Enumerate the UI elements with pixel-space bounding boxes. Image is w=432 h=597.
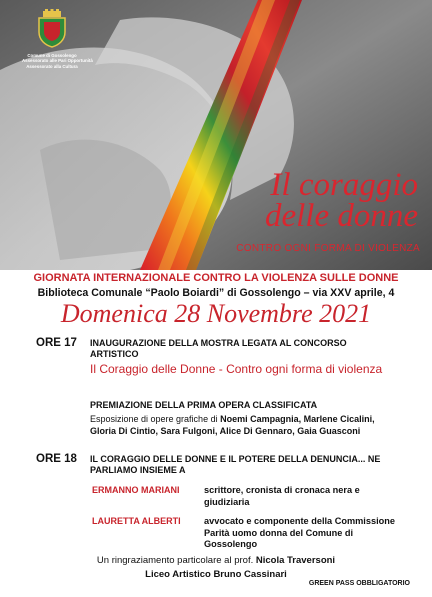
- hero-title-line-2: delle donne: [264, 198, 418, 234]
- coat-of-arms-icon: [35, 8, 69, 48]
- hero-title-line-1: Il coraggio: [270, 167, 418, 203]
- speaker-role: avvocato e componente della Commissione Parità uomo donna del Comune di Gossolengo: [204, 516, 395, 549]
- logo-line-2: Assessorato alle Pari Opportunità: [22, 58, 93, 64]
- artists-names: Noemi Campagnia, Marlene Cicalini, Gloria Di Cintio, Sara Fulgoni, Alice Di Gennaro, Gaia Guasconi: [90, 414, 375, 436]
- thanks-text: [0, 555, 432, 566]
- logo-line-1: Comune di Gossolengo: [27, 53, 77, 58]
- venue: Biblioteca Comunale “Paolo Boiardi” di Gossolengo – via XXV aprile, 4: [37, 287, 395, 299]
- green-pass-notice: GREEN PASS OBBLIGATORIO: [308, 580, 410, 587]
- hero-subtitle: CONTRO OGNI FORMA DI VIOLENZA: [236, 243, 420, 254]
- thanks-prefix: Un ringraziamento particolare al prof.: [96, 555, 256, 566]
- municipal-logo: [22, 8, 93, 69]
- hero-title: [264, 167, 418, 234]
- artists-text: [90, 413, 400, 437]
- hero-image: [0, 0, 432, 270]
- speaker-name: LAURETTA ALBERTI: [92, 516, 181, 526]
- artists-intro: Esposizione di opere grafiche di: [90, 414, 221, 424]
- first-intro: INAUGURAZIONE DELLA MOSTRA LEGATA AL CONCORSO ARTISTICO: [90, 338, 347, 359]
- thanks-name: Nicola Traversoni: [255, 555, 336, 566]
- exhibit-title: Il Coraggio delle Donne - Contro ogni forma di violenza: [90, 362, 383, 376]
- time-second: ORE 18: [36, 453, 77, 465]
- speaker-role: scrittore, cronista di cronaca nera e giudiziaria: [204, 485, 360, 507]
- time-first: ORE 17: [36, 337, 77, 349]
- event-date: Domenica 28 Novembre 2021: [60, 299, 372, 328]
- school-name: Liceo Artistico Bruno Cassinari: [145, 569, 287, 580]
- speaker-name: ERMANNO MARIANI: [92, 485, 180, 495]
- event-title: GIORNATA INTERNAZIONALE CONTRO LA VIOLENZA SULLE DONNE: [33, 272, 399, 284]
- second-intro: IL CORAGGIO DELLE DONNE E IL POTERE DELLA DENUNCIA... NE PARLIAMO INSIEME A: [90, 454, 381, 475]
- award-text: PREMIAZIONE DELLA PRIMA OPERA CLASSIFICATA: [90, 400, 318, 410]
- logo-line-3: Assessorato alla Cultura: [26, 63, 78, 69]
